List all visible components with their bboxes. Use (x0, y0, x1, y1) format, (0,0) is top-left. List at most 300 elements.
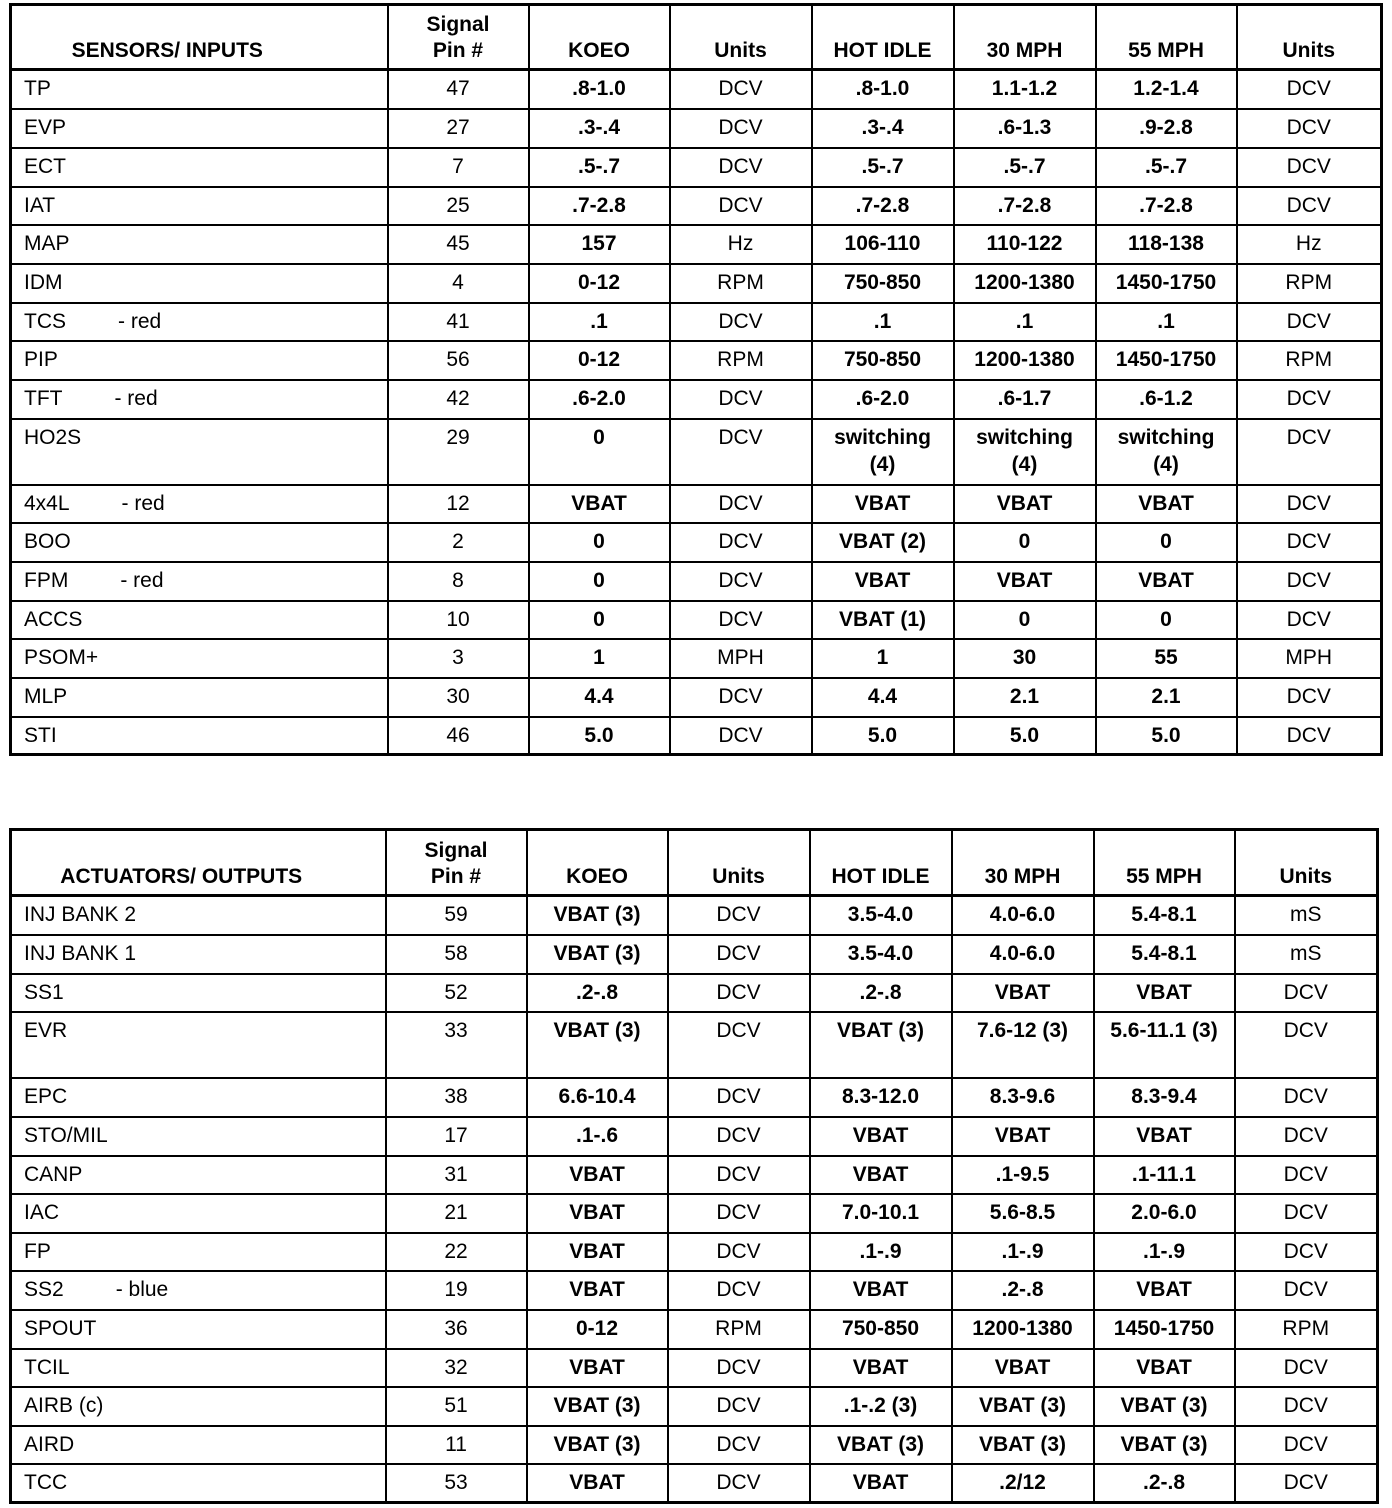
koeo-cell: .8-1.0 (529, 70, 670, 109)
mph-30-cell: 8.3-9.6 (952, 1078, 1094, 1117)
hot-idle-cell: VBAT (1) (812, 601, 954, 639)
koeo-cell: VBAT (3) (527, 896, 668, 935)
row-name: MAP (24, 231, 70, 255)
table-row (11, 1078, 1378, 1117)
row-name-cell (11, 1426, 386, 1464)
koeo-cell: VBAT (3) (527, 935, 668, 974)
signal-pin-cell: 19 (386, 1271, 527, 1310)
header-signal-pin: Signal Pin # (388, 5, 529, 70)
units-cell: DCV (668, 1012, 810, 1078)
table-row (11, 1233, 1378, 1271)
signal-pin-cell: 27 (388, 109, 529, 148)
mph-55-cell: 5.4-8.1 (1094, 935, 1235, 974)
signal-pin-cell: 47 (388, 70, 529, 109)
signal-pin-cell: 4 (388, 264, 529, 303)
row-name-cell (11, 1271, 386, 1310)
units-cell: RPM (670, 264, 812, 303)
units-cell: mS (1235, 935, 1378, 974)
units-cell: DCV (670, 109, 812, 148)
units-cell: DCV (1237, 717, 1382, 755)
units-cell: DCV (1235, 1349, 1378, 1387)
mph-30-cell: .1 (954, 303, 1096, 341)
units-cell: DCV (670, 303, 812, 341)
units-cell: Hz (670, 225, 812, 264)
row-name-cell (11, 1464, 386, 1503)
koeo-cell: 0-12 (527, 1310, 668, 1349)
row-name: INJ BANK 2 (24, 903, 137, 926)
mph-30-cell: VBAT (954, 485, 1096, 523)
units-cell: DCV (670, 601, 812, 639)
koeo-cell: .6-2.0 (529, 380, 670, 419)
table-row (11, 562, 1382, 601)
table-row (11, 303, 1382, 341)
header-units: Units (1237, 5, 1382, 70)
table-row (11, 1271, 1378, 1310)
koeo-cell: 0-12 (529, 341, 670, 380)
hot-idle-cell: .5-.7 (812, 148, 954, 187)
units-cell: DCV (1237, 303, 1382, 341)
row-name-cell (11, 303, 388, 341)
mph-30-cell: 1.1-1.2 (954, 70, 1096, 109)
units-cell: DCV (670, 562, 812, 601)
wire-color-tag: - red (114, 386, 158, 410)
units-cell: DCV (670, 380, 812, 419)
mph-55-cell: VBAT (1094, 1271, 1235, 1310)
row-name-cell (11, 148, 388, 187)
row-name: SS1 (24, 980, 64, 1004)
mph-55-cell: 1450-1750 (1096, 264, 1237, 303)
koeo-cell: .1-.6 (527, 1117, 668, 1156)
header-row (11, 830, 1378, 896)
mph-55-cell: .1-.9 (1094, 1233, 1235, 1271)
units-cell: DCV (670, 717, 812, 755)
units-cell: DCV (668, 1349, 810, 1387)
units-cell: DCV (670, 419, 812, 485)
row-name-cell (11, 1233, 386, 1271)
signal-pin-cell: 8 (388, 562, 529, 601)
signal-pin-cell: 46 (388, 717, 529, 755)
signal-pin-cell: 41 (388, 303, 529, 341)
table-row (11, 148, 1382, 187)
sensors-inputs-table (9, 3, 1383, 756)
hot-idle-cell: VBAT (3) (810, 1426, 952, 1464)
units-cell: mS (1235, 896, 1378, 935)
units-cell: MPH (1237, 639, 1382, 678)
hot-idle-cell: VBAT (3) (810, 1012, 952, 1078)
mph-30-cell: 0 (954, 523, 1096, 562)
units-cell: DCV (1237, 601, 1382, 639)
table-row (11, 380, 1382, 419)
signal-pin-cell: 3 (388, 639, 529, 678)
hot-idle-cell: 4.4 (812, 678, 954, 717)
header-55-mph: 55 MPH (1096, 5, 1237, 70)
mph-30-cell: 0 (954, 601, 1096, 639)
hot-idle-cell: VBAT (810, 1117, 952, 1156)
mph-30-cell: .1-9.5 (952, 1156, 1094, 1194)
signal-pin-cell: 29 (388, 419, 529, 485)
signal-pin-cell: 7 (388, 148, 529, 187)
row-name: EVP (24, 115, 67, 139)
table-row (11, 70, 1382, 109)
units-cell: DCV (668, 1464, 810, 1503)
units-cell: DCV (1235, 1078, 1378, 1117)
koeo-cell: 0-12 (529, 264, 670, 303)
row-name: INJ BANK 1 (24, 941, 137, 965)
signal-pin-cell: 59 (386, 896, 527, 935)
wire-color-tag: - red (121, 491, 165, 515)
units-cell: RPM (668, 1310, 810, 1349)
signal-pin-cell: 25 (388, 187, 529, 225)
row-name: BOO (24, 529, 71, 553)
header-30-mph: 30 MPH (952, 830, 1094, 896)
hot-idle-cell: VBAT (810, 1349, 952, 1387)
row-name: PSOM+ (24, 645, 99, 669)
table-row (11, 187, 1382, 225)
hot-idle-cell: 3.5-4.0 (810, 896, 952, 935)
mph-30-cell: VBAT (3) (952, 1387, 1094, 1426)
row-name-cell (11, 678, 388, 717)
mph-55-cell: 1.2-1.4 (1096, 70, 1237, 109)
units-cell: DCV (668, 935, 810, 974)
row-name-cell (11, 485, 388, 523)
signal-pin-cell: 2 (388, 523, 529, 562)
row-name-cell (11, 935, 386, 974)
mph-30-cell: VBAT (952, 1117, 1094, 1156)
units-cell: DCV (1235, 1194, 1378, 1233)
row-name: ECT (24, 154, 66, 178)
koeo-cell: 4.4 (529, 678, 670, 717)
row-name-cell (11, 974, 386, 1012)
row-name: EVR (24, 1018, 68, 1042)
mph-55-cell: VBAT (1094, 1349, 1235, 1387)
mph-55-cell: 5.4-8.1 (1094, 896, 1235, 935)
units-cell: DCV (1235, 1233, 1378, 1271)
koeo-cell: VBAT (3) (527, 1012, 668, 1078)
signal-pin-cell: 32 (386, 1349, 527, 1387)
mph-55-cell: VBAT (3) (1094, 1426, 1235, 1464)
table-row (11, 485, 1382, 523)
row-name: TCC (24, 1470, 68, 1494)
table-row (11, 1349, 1378, 1387)
row-name: 4x4L (24, 491, 70, 515)
units-cell: DCV (670, 678, 812, 717)
hot-idle-cell: VBAT (810, 1271, 952, 1310)
koeo-cell: .7-2.8 (529, 187, 670, 225)
units-cell: DCV (1237, 109, 1382, 148)
mph-30-cell: 4.0-6.0 (952, 896, 1094, 935)
row-name-cell (11, 1194, 386, 1233)
header-koeo: KOEO (529, 5, 670, 70)
row-name-cell (11, 639, 388, 678)
row-name-cell (11, 1012, 386, 1078)
table-row (11, 264, 1382, 303)
signal-pin-cell: 38 (386, 1078, 527, 1117)
signal-pin-cell: 42 (388, 380, 529, 419)
mph-30-cell: VBAT (952, 974, 1094, 1012)
signal-pin-cell: 52 (386, 974, 527, 1012)
units-cell: DCV (1237, 148, 1382, 187)
hot-idle-cell: 1 (812, 639, 954, 678)
table-row (11, 935, 1378, 974)
header-actuators-outputs: ACTUATORS/ OUTPUTS (11, 830, 386, 896)
signal-pin-cell: 33 (386, 1012, 527, 1078)
table-row (11, 1117, 1378, 1156)
hot-idle-cell: switching (4) (812, 419, 954, 485)
koeo-cell: .1 (529, 303, 670, 341)
units-cell: DCV (1235, 1464, 1378, 1503)
row-name-cell (11, 419, 388, 485)
units-cell: DCV (1237, 70, 1382, 109)
koeo-cell: VBAT (527, 1194, 668, 1233)
row-name: AIRD (24, 1432, 75, 1456)
units-cell: DCV (668, 1078, 810, 1117)
row-name: EPC (24, 1084, 68, 1108)
units-cell: DCV (1235, 1156, 1378, 1194)
hot-idle-cell: .1 (812, 303, 954, 341)
signal-pin-cell: 51 (386, 1387, 527, 1426)
mph-30-cell: VBAT (3) (952, 1426, 1094, 1464)
table-row (11, 109, 1382, 148)
row-name-cell (11, 1078, 386, 1117)
hot-idle-cell: .7-2.8 (812, 187, 954, 225)
mph-55-cell: .1 (1096, 303, 1237, 341)
hot-idle-cell: 8.3-12.0 (810, 1078, 952, 1117)
units-cell: DCV (1235, 1012, 1378, 1078)
actuators-outputs-table (9, 828, 1379, 1504)
mph-30-cell: 30 (954, 639, 1096, 678)
table-row (11, 974, 1378, 1012)
header-units: Units (668, 830, 810, 896)
mph-30-cell: .1-.9 (952, 1233, 1094, 1271)
mph-55-cell: VBAT (1094, 974, 1235, 1012)
row-name-cell (11, 264, 388, 303)
units-cell: DCV (1237, 187, 1382, 225)
units-cell: DCV (670, 148, 812, 187)
units-cell: DCV (668, 1233, 810, 1271)
row-name: PIP (24, 347, 58, 371)
units-cell: DCV (1235, 1426, 1378, 1464)
units-cell: Hz (1237, 225, 1382, 264)
hot-idle-cell: 750-850 (810, 1310, 952, 1349)
mph-55-cell: VBAT (3) (1094, 1387, 1235, 1426)
mph-55-cell: 5.6-11.1 (3) (1094, 1012, 1235, 1078)
signal-pin-cell: 45 (388, 225, 529, 264)
hot-idle-cell: .2-.8 (810, 974, 952, 1012)
wire-color-tag: - red (120, 568, 164, 592)
mph-55-cell: .7-2.8 (1096, 187, 1237, 225)
units-cell: DCV (670, 70, 812, 109)
mph-55-cell: .9-2.8 (1096, 109, 1237, 148)
units-cell: DCV (1235, 1117, 1378, 1156)
mph-55-cell: 8.3-9.4 (1094, 1078, 1235, 1117)
mph-30-cell: 7.6-12 (3) (952, 1012, 1094, 1078)
hot-idle-cell: .6-2.0 (812, 380, 954, 419)
mph-30-cell: .6-1.3 (954, 109, 1096, 148)
table-row (11, 639, 1382, 678)
row-name-cell (11, 1349, 386, 1387)
mph-55-cell: switching (4) (1096, 419, 1237, 485)
row-name-cell (11, 341, 388, 380)
signal-pin-cell: 56 (388, 341, 529, 380)
row-name: MLP (24, 684, 68, 708)
mph-55-cell: 0 (1096, 523, 1237, 562)
units-cell: DCV (668, 974, 810, 1012)
mph-55-cell: VBAT (1096, 485, 1237, 523)
hot-idle-cell: 7.0-10.1 (810, 1194, 952, 1233)
row-name: STI (24, 723, 57, 747)
hot-idle-cell: VBAT (810, 1156, 952, 1194)
signal-pin-cell: 12 (388, 485, 529, 523)
units-cell: RPM (670, 341, 812, 380)
signal-pin-cell: 17 (386, 1117, 527, 1156)
table-row (11, 678, 1382, 717)
header-hot-idle: HOT IDLE (810, 830, 952, 896)
wire-color-tag: - red (118, 309, 162, 333)
hot-idle-cell: .8-1.0 (812, 70, 954, 109)
row-name: AIRB (c) (24, 1393, 104, 1417)
row-name: TFT (24, 386, 63, 410)
koeo-cell: VBAT (527, 1349, 668, 1387)
koeo-cell: 1 (529, 639, 670, 678)
row-name-cell (11, 1117, 386, 1156)
table-row (11, 1426, 1378, 1464)
units-cell: DCV (1237, 485, 1382, 523)
koeo-cell: 0 (529, 419, 670, 485)
mph-55-cell: VBAT (1094, 1117, 1235, 1156)
units-cell: DCV (1237, 523, 1382, 562)
koeo-cell: 5.0 (529, 717, 670, 755)
koeo-cell: 6.6-10.4 (527, 1078, 668, 1117)
table-row (11, 1464, 1378, 1503)
mph-55-cell: 1450-1750 (1094, 1310, 1235, 1349)
row-name-cell (11, 187, 388, 225)
row-name-cell (11, 1310, 386, 1349)
row-name-cell (11, 1156, 386, 1194)
units-cell: DCV (668, 1117, 810, 1156)
mph-55-cell: 1450-1750 (1096, 341, 1237, 380)
koeo-cell: .5-.7 (529, 148, 670, 187)
hot-idle-cell: .1-.9 (810, 1233, 952, 1271)
units-cell: RPM (1237, 341, 1382, 380)
koeo-cell: VBAT (529, 485, 670, 523)
table-row (11, 1012, 1378, 1078)
koeo-cell: .3-.4 (529, 109, 670, 148)
mph-30-cell: switching (4) (954, 419, 1096, 485)
row-name: SPOUT (24, 1316, 97, 1340)
koeo-cell: .2-.8 (527, 974, 668, 1012)
mph-30-cell: .7-2.8 (954, 187, 1096, 225)
koeo-cell: 0 (529, 562, 670, 601)
koeo-cell: VBAT (527, 1271, 668, 1310)
row-name-cell (11, 225, 388, 264)
table-row (11, 601, 1382, 639)
row-name: SS2 (24, 1277, 64, 1301)
row-name: FPM (24, 568, 69, 592)
hot-idle-cell: 106-110 (812, 225, 954, 264)
mph-30-cell: .5-.7 (954, 148, 1096, 187)
units-cell: DCV (668, 1426, 810, 1464)
mph-55-cell: 0 (1096, 601, 1237, 639)
mph-30-cell: 5.0 (954, 717, 1096, 755)
row-name-cell (11, 896, 386, 935)
table-row (11, 225, 1382, 264)
hot-idle-cell: 750-850 (812, 264, 954, 303)
table-row (11, 1310, 1378, 1349)
koeo-cell: VBAT (3) (527, 1426, 668, 1464)
header-units: Units (1235, 830, 1378, 896)
units-cell: DCV (1235, 1387, 1378, 1426)
signal-pin-cell: 30 (388, 678, 529, 717)
koeo-cell: 157 (529, 225, 670, 264)
hot-idle-cell: .1-.2 (3) (810, 1387, 952, 1426)
units-cell: DCV (668, 1271, 810, 1310)
hot-idle-cell: VBAT (810, 1464, 952, 1503)
mph-30-cell: 110-122 (954, 225, 1096, 264)
koeo-cell: VBAT (3) (527, 1387, 668, 1426)
row-name: IDM (24, 270, 63, 294)
units-cell: DCV (670, 485, 812, 523)
row-name: STO/MIL (24, 1123, 108, 1147)
row-name-cell (11, 523, 388, 562)
row-name-cell (11, 109, 388, 148)
table-row (11, 523, 1382, 562)
row-name-cell (11, 562, 388, 601)
mph-55-cell: 2.0-6.0 (1094, 1194, 1235, 1233)
header-units: Units (670, 5, 812, 70)
mph-30-cell: 1200-1380 (952, 1310, 1094, 1349)
row-name: IAT (24, 193, 56, 217)
koeo-cell: VBAT (527, 1233, 668, 1271)
row-name-cell (11, 380, 388, 419)
table-row (11, 717, 1382, 755)
mph-30-cell: .6-1.7 (954, 380, 1096, 419)
units-cell: DCV (670, 523, 812, 562)
mph-30-cell: 1200-1380 (954, 341, 1096, 380)
mph-30-cell: 5.6-8.5 (952, 1194, 1094, 1233)
header-hot-idle: HOT IDLE (812, 5, 954, 70)
mph-55-cell: 55 (1096, 639, 1237, 678)
signal-pin-cell: 22 (386, 1233, 527, 1271)
table-row (11, 419, 1382, 485)
row-name: TCIL (24, 1355, 70, 1379)
row-name: IAC (24, 1200, 60, 1224)
header-sensors-inputs: SENSORS/ INPUTS (11, 5, 388, 70)
hot-idle-cell: 750-850 (812, 341, 954, 380)
hot-idle-cell: 5.0 (812, 717, 954, 755)
table-row (11, 896, 1378, 935)
units-cell: RPM (1237, 264, 1382, 303)
mph-30-cell: VBAT (954, 562, 1096, 601)
units-cell: DCV (668, 1156, 810, 1194)
row-name: TP (24, 77, 51, 100)
header-55-mph: 55 MPH (1094, 830, 1235, 896)
mph-55-cell: 2.1 (1096, 678, 1237, 717)
header-row (11, 5, 1382, 70)
signal-pin-cell: 31 (386, 1156, 527, 1194)
units-cell: RPM (1235, 1310, 1378, 1349)
hot-idle-cell: VBAT (2) (812, 523, 954, 562)
units-cell: MPH (670, 639, 812, 678)
koeo-cell: 0 (529, 601, 670, 639)
koeo-cell: VBAT (527, 1464, 668, 1503)
mph-30-cell: 2.1 (954, 678, 1096, 717)
mph-30-cell: 1200-1380 (954, 264, 1096, 303)
signal-pin-cell: 58 (386, 935, 527, 974)
table-row (11, 1194, 1378, 1233)
mph-30-cell: VBAT (952, 1349, 1094, 1387)
row-name: FP (24, 1239, 51, 1263)
row-name-cell (11, 717, 388, 755)
